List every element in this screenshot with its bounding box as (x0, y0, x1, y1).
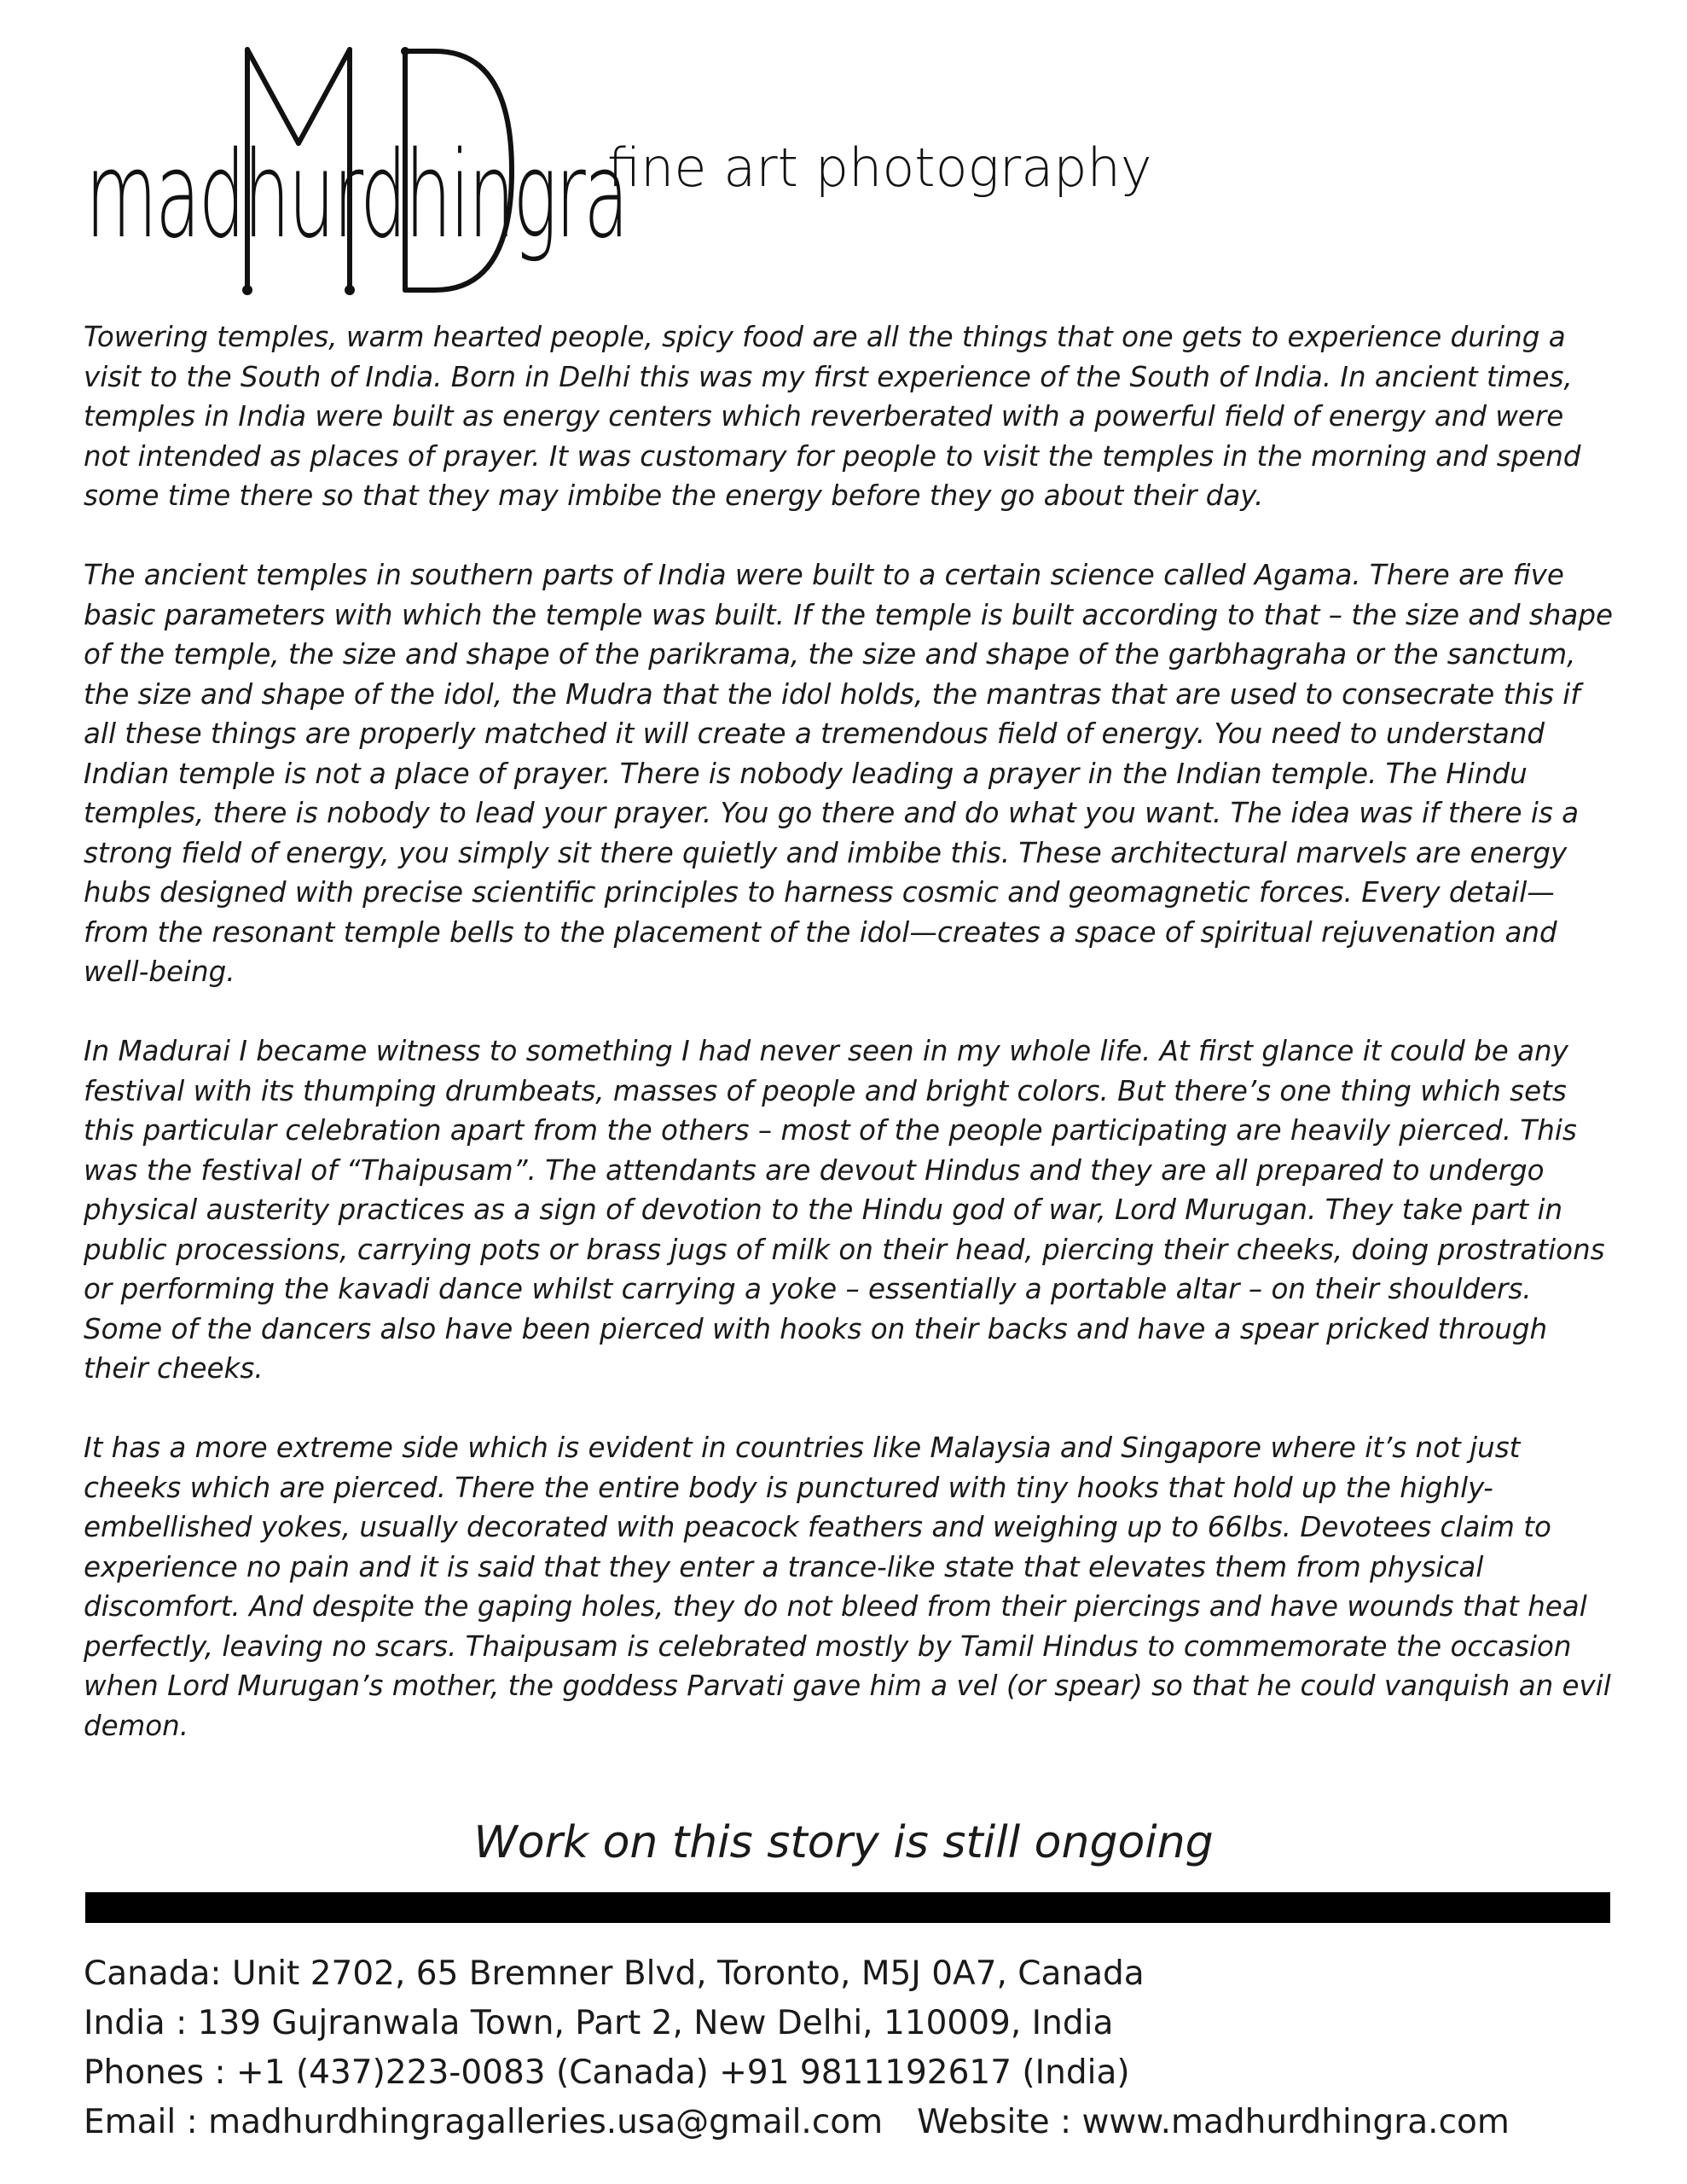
contact-block (84, 1949, 1636, 2147)
phone-numbers: Phones : +1 (437)223-0083 (Canada) +91 9811192617 (India) (84, 2053, 1130, 2092)
brand-name: madhurdhingra (85, 126, 627, 265)
email-address[interactable]: Email : madhurdhingragalleries.usa@gmail.com (84, 2103, 884, 2141)
paragraph-2: The ancient temples in southern parts of India were built to a certain science called Agama. There are five basic parameters with which the temple was built. If the temple is built according to that – the size and shape of the temple, the size and shape of the parikrama, the size and shape of the garbhagraha or the sanctum, the size and shape of the idol, the Mudra that the idol holds, the mantras that are used to consecrate this if all these things are properly matched it will create a tremendous field of energy. You need to understand Indian temple is not a place of prayer. There is nobody leading a prayer in the Indian temple. The Hindu temples, there is nobody to lead your prayer. You go there and do what you want. The idea was if there is a strong field of energy, you simply sit there quietly and imbibe this. These architectural marvels are energy hubs designed with precise scientific principles to harness cosmic and geomagnetic forces. Every detail—from the resonant temple bells to the placement of the idol—creates a space of spiritual rejuvenation and well-being. (84, 559, 1613, 988)
paragraph-3: In Madurai I became witness to something I had never seen in my whole life. At first glance it could be any festival with its thumping drumbeats, masses of people and bright colors. But there’s one thing which sets this particular celebration apart from the others – most of the people participating are heavily pierced. This was the festival of “Thaipusam”. The attendants are devout Hindus and they are all prepared to undergo physical austerity practices as a sign of devotion to the Hindu god of war, Lord Murugan. They take part in public processions, carrying pots or brass jugs of milk on their head, piercing their cheeks, doing prostrations or performing the kavadi dance whilst carrying a yoke – essentially a portable altar – on their shoulders. Some of the dancers also have been pierced with hooks on their backs and have a spear pricked through their cheeks. (84, 1035, 1605, 1385)
india-address: India : 139 Gujranwala Town, Part 2, New Delhi, 110009, India (84, 2004, 1114, 2042)
page-header (85, 43, 1194, 299)
brand-tagline: fine art photography (607, 136, 1152, 199)
website-link[interactable]: Website : www.madhurdhingra.com (917, 2103, 1510, 2141)
email-website-line (84, 2098, 1636, 2147)
canada-address: Canada: Unit 2702, 65 Bremner Blvd, Toronto, M5J 0A7, Canada (84, 1955, 1145, 1993)
ongoing-note: Work on this story is still ongoing (473, 1817, 1214, 1868)
paragraph-4: It has a more extreme side which is evident in countries like Malaysia and Singapore where it’s not just cheeks which are pierced. There the entire body is punctured with tiny hooks that hold up the highly-embellished yokes, usually decorated with peacock feathers and weighing up to 66lbs. Devotees claim to experience no pain and it is said that they enter a trance-like state that elevates them from physical discomfort. And despite the gaping holes, they do not bleed from their piercings and have wounds that heal perfectly, leaving no scars. Thaipusam is celebrated mostly by Tamil Hindus to commemorate the occasion when Lord Murugan’s mother, the goddess Parvati gave him a vel (or spear) so that he could vanquish an evil demon. (84, 1432, 1611, 1742)
story-body (84, 317, 1615, 1786)
paragraph-1: Towering temples, warm hearted people, spicy food are all the things that one gets to experience during a visit to the South of India. Born in Delhi this was my first experience of the South of India. In ancient times, temples in India were built as energy centers which reverberated with a powerful field of energy and were not intended as places of prayer. It was customary for people to visit the temples in the morning and spend some time there so that they may imbibe the energy before they go about their day. (84, 321, 1581, 512)
divider-bar (85, 1892, 1610, 1923)
